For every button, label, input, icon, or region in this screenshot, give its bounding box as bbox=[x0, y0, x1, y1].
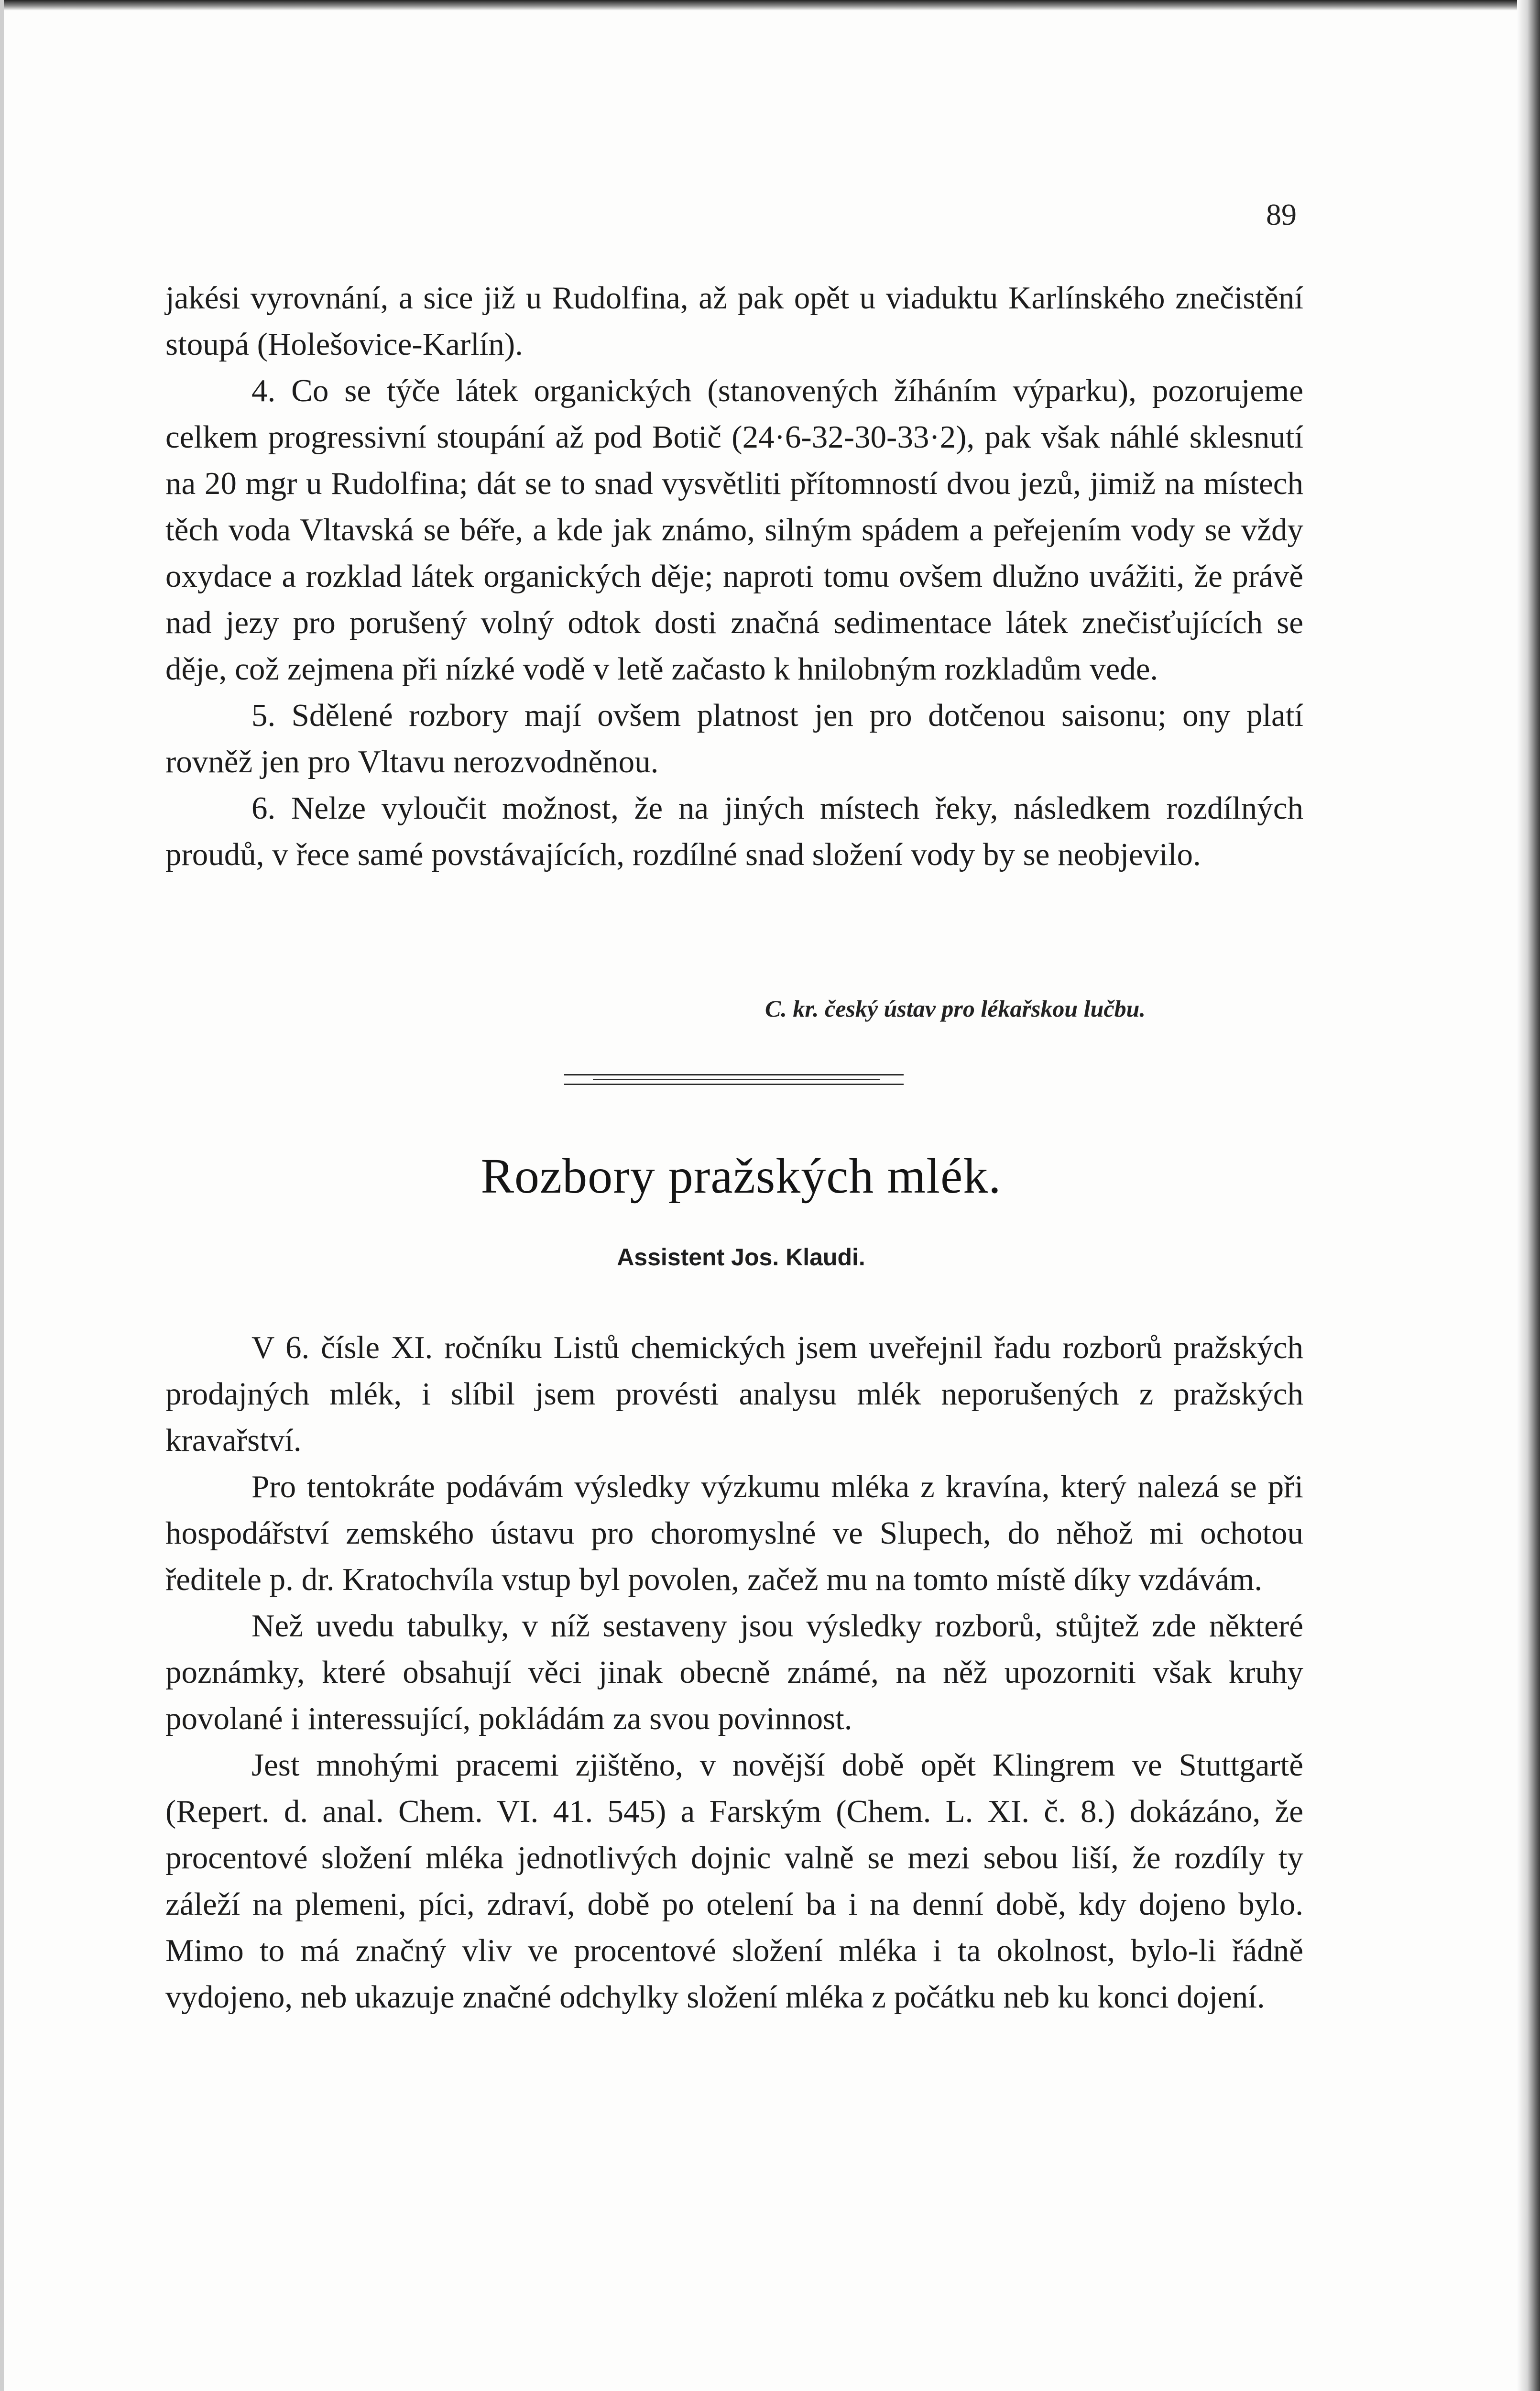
article-paragraph: Jest mnohými pracemi zjištěno, v novější době opět Klingrem ve Stuttgartě (Repert. d. anal. Chem. VI. 41. 545) a Farským (Chem. L. XI. č. 8.) dokázáno, že procentové složení mléka jednotlivých dojnic valně se mezi sebou liší, že rozdíly ty záleží na plemeni, píci, zdraví, době po otelení ba i na denní době, kdy dojeno bylo. Mimo to má značný vliv ve procentové složení mléka i ta okolnost, bylo-li řádně vydojeno, neb ukazuje značné odchylky složení mléka z počátku neb ku konci dojení. bbox=[165, 1747, 1303, 2015]
page-number: 89 bbox=[1266, 197, 1297, 231]
scan-edge-top bbox=[0, 0, 1540, 11]
paragraph-point-4: 4. Co se týče látek organických (stanovených žíháním výparku), pozorujeme celkem progressivní stoupání až pod Botič (24·6-32-30-33·2), pak však náhlé sklesnutí na 20 mgr u Rudolfina; dát se to snad vysvětliti přítomností dvou jezů, jimiž na místech těch voda Vltavská se béře, a kde jak známo, silným spádem a peřejením vody se vždy oxydace a rozklad látek organických děje; naproti tomu ovšem dlužno uvážiti, že právě nad jezy pro porušený volný odtok dosti značná sedimentace látek znečisťujících se děje, což zejmena při nízké vodě v letě začasto k hnilobným rozkladům vede. bbox=[165, 373, 1303, 687]
section-divider bbox=[564, 1070, 904, 1089]
paragraph-point-5: 5. Sdělené rozbory mají ovšem platnost jen pro dotčenou saisonu; ony platí rovněž jen pro Vltavu nerozvodněnou. bbox=[165, 698, 1303, 779]
article-author: Assistent Jos. Klaudi. bbox=[617, 1244, 865, 1271]
scan-edge-right bbox=[1517, 0, 1540, 2391]
article-body bbox=[165, 1325, 1303, 2020]
top-section-text bbox=[165, 275, 1303, 878]
paragraph-continuation: jakési vyrovnání, a sice již u Rudolfina, až pak opět u viaduktu Karlínského znečistění stoupá (Holešovice-Karlín). bbox=[165, 280, 1303, 362]
article-paragraph: Než uvedu tabulky, v níž sestaveny jsou výsledky rozborů, stůjtež zde některé poznámky, které obsahují věci jinak obecně známé, na něž upozorniti však kruhy povolané i interessující, pokládám za svou povinnost. bbox=[165, 1608, 1303, 1736]
article-paragraph: Pro tentokráte podávám výsledky výzkumu mléka z kravína, který nalezá se při hospodářství zemského ústavu pro choromyslné ve Slupech, do něhož mi ochotou ředitele p. dr. Kratochvíla vstup byl povolen, začež mu na tomto místě díky vzdávám. bbox=[165, 1469, 1303, 1597]
scan-edge-left bbox=[0, 0, 4, 2391]
article-paragraph: V 6. čísle XI. ročníku Listů chemických jsem uveřejnil řadu rozborů pražských prodajných mlék, i slíbil jsem provésti analysu mlék neporušených z pražských kravařství. bbox=[165, 1330, 1303, 1458]
institute-signature: C. kr. český ústav pro lékařskou lučbu. bbox=[765, 995, 1146, 1022]
article-title: Rozbory pražských mlék. bbox=[481, 1149, 1002, 1204]
paragraph-point-6: 6. Nelze vyloučit možnost, že na jiných místech řeky, následkem rozdílných proudů, v řece samé povstávajících, rozdílné snad složení vody by se neobjevilo. bbox=[165, 790, 1303, 872]
